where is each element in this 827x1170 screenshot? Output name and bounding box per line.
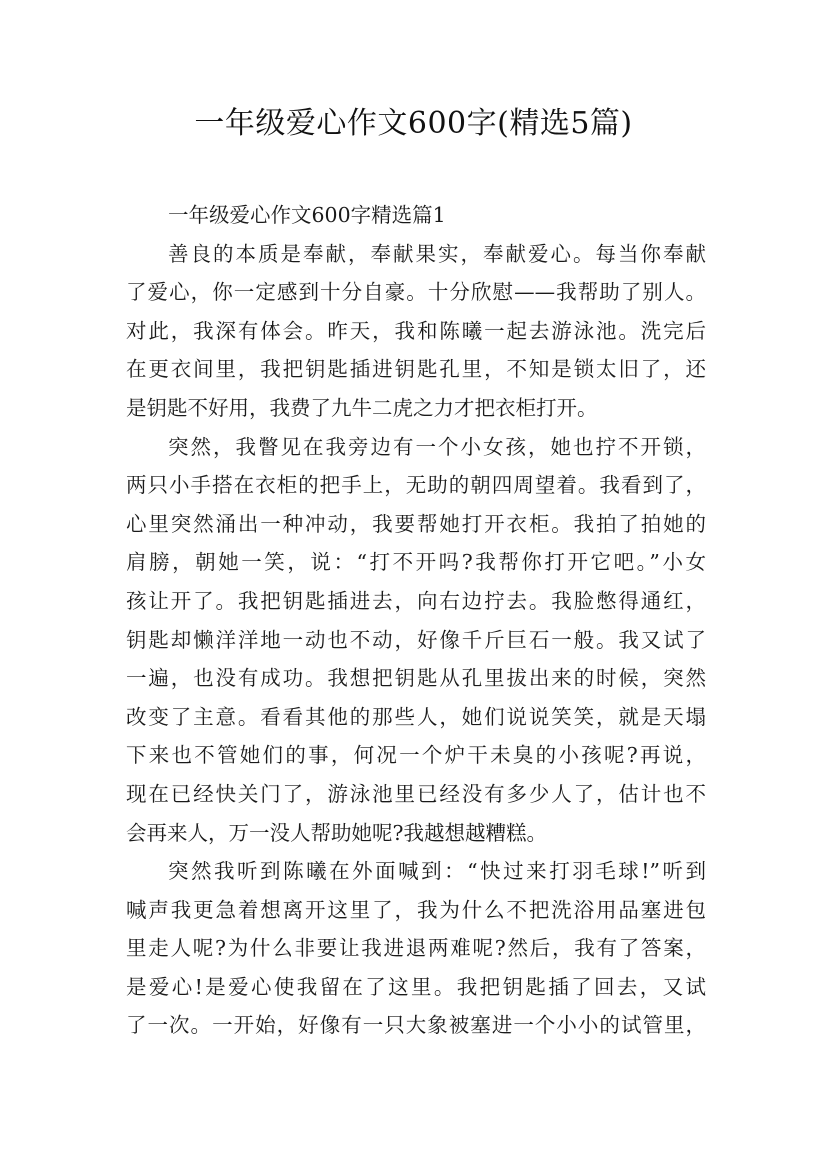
paragraph-line: 是钥匙不好用，我费了九牛二虎之力才把衣柜打开。 — [126, 395, 598, 420]
paragraph-line: 肩膀，朝她一笑，说：“打不开吗?我帮你打开它吧。”小女 — [126, 550, 706, 575]
paragraph-line: 心里突然涌出一种冲动，我要帮她打开衣柜。我拍了拍她的 — [126, 511, 706, 536]
document-body — [126, 196, 706, 1045]
paragraph-line: 了爱心，你一定感到十分自豪。十分欣慰——我帮助了别人。 — [126, 280, 706, 305]
paragraph-line: 会再来人，万一没人帮助她呢?我越想越糟糕。 — [126, 820, 547, 845]
document-title: 一年级爱心作文600字(精选5篇) — [194, 106, 633, 141]
paragraph-line: 里走人呢?为什么非要让我进退两难呢?然后，我有了答案， — [126, 936, 706, 961]
paragraph-line: 突然，我瞥见在我旁边有一个小女孩，她也拧不开锁， — [168, 434, 706, 459]
paragraph-line: 突然我听到陈曦在外面喊到：“快过来打羽毛球!”听到 — [168, 859, 706, 884]
paragraph-line: 了一次。一开始，好像有一只大象被塞进一个小小的试管里， — [126, 1013, 706, 1038]
paragraph-line: 喊声我更急着想离开这里了，我为什么不把洗浴用品塞进包 — [126, 897, 706, 922]
paragraph-line: 对此，我深有体会。昨天，我和陈曦一起去游泳池。洗完后 — [126, 318, 706, 343]
paragraph-line: 在更衣间里，我把钥匙插进钥匙孔里，不知是锁太旧了，还 — [126, 357, 706, 382]
paragraph-line: 孩让开了。我把钥匙插进去，向右边拧去。我脸憋得通红， — [126, 588, 706, 613]
paragraph-line: 是爱心!是爱心使我留在了这里。我把钥匙插了回去，又试 — [126, 974, 706, 999]
paragraph-line: 两只小手搭在衣柜的把手上，无助的朝四周望着。我看到了， — [126, 473, 706, 498]
paragraph-line: 钥匙却懒洋洋地一动也不动，好像千斤巨石一般。我又试了 — [126, 627, 706, 652]
section-heading: 一年级爱心作文600字精选篇1 — [168, 203, 446, 227]
paragraph-line: 下来也不管她们的事，何况一个炉干未臭的小孩呢?再说， — [126, 743, 706, 768]
paragraph-line: 善良的本质是奉献，奉献果实，奉献爱心。每当你奉献 — [168, 241, 706, 266]
paragraph-line: 改变了主意。看看其他的那些人，她们说说笑笑，就是天塌 — [126, 704, 706, 729]
paragraph-line: 一遍，也没有成功。我想把钥匙从孔里拔出来的时候，突然 — [126, 666, 706, 691]
paragraph-line: 现在已经快关门了，游泳池里已经没有多少人了，估计也不 — [126, 781, 706, 806]
